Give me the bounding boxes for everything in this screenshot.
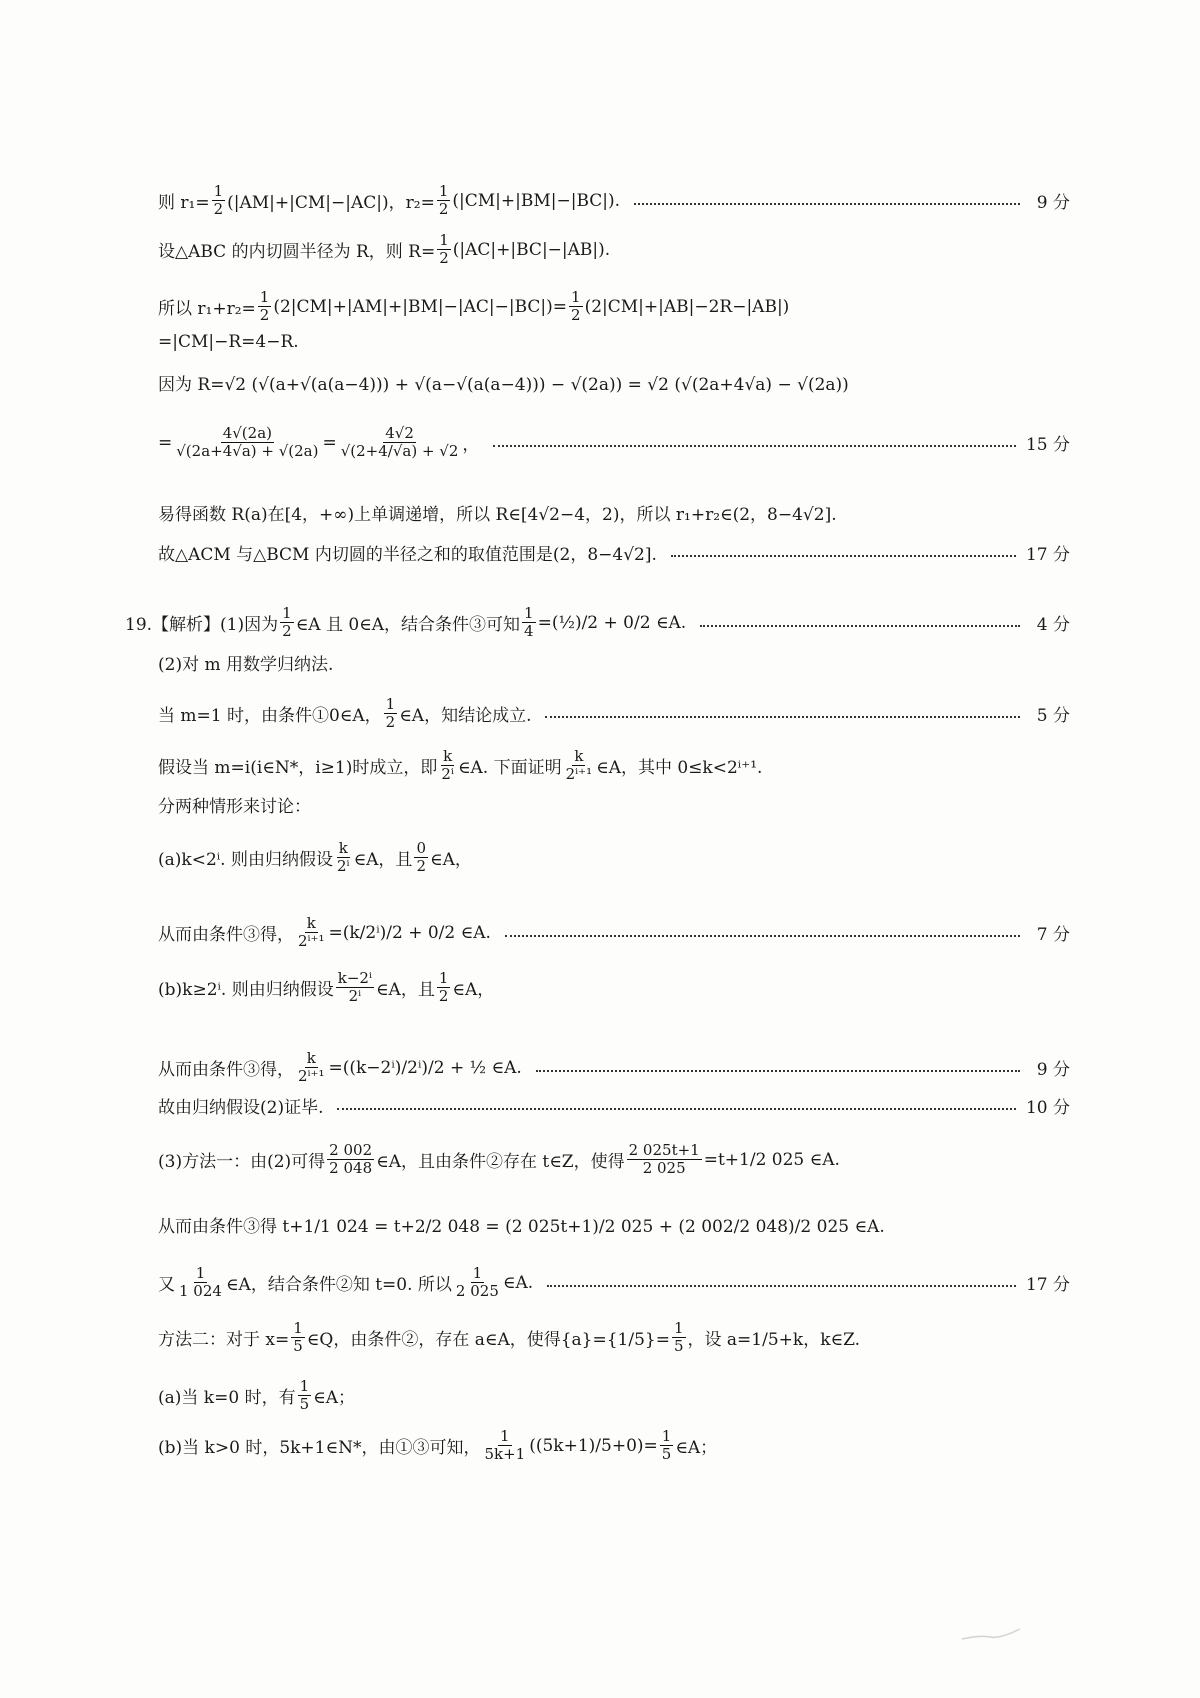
fraction-numerator: 1 xyxy=(661,1427,672,1445)
line-text: 易得函数 R(a)在[4，+∞)上单调递增，所以 R∈[4√2−4，2)，所以 r₁+r₂∈(2，8−4√2]. xyxy=(158,505,837,525)
line-prefix: (a)当 k=0 时，有 xyxy=(158,1388,296,1409)
fraction xyxy=(384,696,398,732)
line-prefix: 设△ABC 的内切圆半径为 R，则 R= xyxy=(158,242,436,263)
fraction-denominator: 1 024 xyxy=(179,1282,222,1301)
text-line xyxy=(158,370,1070,395)
line-middle: (2|CM|+|AM|+|BM|−|AC|−|BC|)= xyxy=(273,296,568,317)
fraction-denominator: 4 xyxy=(524,622,534,641)
fraction-numerator: 1 xyxy=(500,1427,510,1445)
text-line xyxy=(158,792,1070,817)
line-suffix: (|CM|+|BM|−|BC|). xyxy=(452,190,621,211)
line-middle: ∈A，且由条件②存在 t∈Z，使得 xyxy=(376,1152,625,1173)
line-middle: ∈A，结合条件②知 t=0. 所以 xyxy=(225,1275,452,1296)
line-middle: ∈A. 下面证明 xyxy=(457,758,562,779)
fraction-numerator: k xyxy=(306,1049,316,1067)
fraction-numerator: k xyxy=(574,747,584,765)
fraction-denominator: 5 xyxy=(673,1337,684,1356)
line-middle: ∈A 且 0∈A，结合条件③可知 xyxy=(295,615,521,636)
line-suffix: =(½)/2 + 0/2 ∈A. xyxy=(537,612,687,633)
dotted-leader xyxy=(493,445,1016,447)
line-prefix: 从而由条件③得， xyxy=(158,925,294,946)
fraction xyxy=(439,748,456,784)
line-prefix: (1)因为 xyxy=(220,615,279,636)
fraction xyxy=(291,1320,305,1356)
fraction-numerator: 1 xyxy=(439,231,449,249)
line-suffix: ， xyxy=(462,435,480,456)
fraction-numerator: 1 xyxy=(571,288,581,306)
fraction-denominator: 2 048 xyxy=(329,1159,373,1178)
fraction xyxy=(437,970,451,1006)
fraction xyxy=(660,1428,674,1464)
fraction-denominator: 2ⁱ xyxy=(337,857,350,876)
score-marker: 9 分 xyxy=(1036,193,1070,214)
fraction xyxy=(564,748,595,784)
fraction-denominator: 5 xyxy=(661,1445,672,1464)
fraction-denominator: 5k+1 xyxy=(484,1445,526,1464)
fraction-denominator: 2ⁱ xyxy=(441,765,454,784)
text-line xyxy=(158,650,1070,675)
line-prefix: 假设当 m=i(i∈N*，i≥1)时成立，即 xyxy=(158,758,438,779)
text-line xyxy=(158,840,1070,876)
score-marker: 10 分 xyxy=(1025,1098,1070,1118)
line-suffix: ∈A. xyxy=(502,1272,534,1293)
fraction xyxy=(298,1378,312,1414)
fraction-numerator: 1 xyxy=(524,604,534,622)
dotted-leader xyxy=(337,1108,1015,1110)
line-text: 从而由条件③得 t+1/1 024 = t+2/2 048 = (2 025t+1)/2 025 + (2 002/2 048)/2 025 ∈A. xyxy=(158,1217,885,1237)
line-suffix: (|AC|+|BC|−|AB|). xyxy=(452,239,611,260)
dotted-leader xyxy=(547,1285,1016,1287)
line-prefix: 则 r₁= xyxy=(158,193,210,214)
line-prefix: 所以 r₁+r₂= xyxy=(158,299,256,320)
fraction xyxy=(437,183,451,219)
text-line xyxy=(158,1093,1070,1118)
line-middle: ∈A，且 xyxy=(353,850,413,871)
line-middle: ∈Q，由条件②，存在 a∈A，使得{a}={1/5}= xyxy=(306,1330,670,1351)
line-suffix: ，设 a=1/5+k，k∈Z. xyxy=(687,1330,861,1351)
fraction-denominator: 2 xyxy=(439,249,449,268)
text-line xyxy=(125,604,1070,641)
fraction-numerator: 2 025t+1 xyxy=(628,1141,700,1159)
line-suffix: =((k−2ⁱ)/2ⁱ)/2 + ½ ∈A. xyxy=(328,1057,522,1078)
line-middle: ∈A，且 xyxy=(375,980,435,1001)
fraction-denominator: √(2a+4√a) + √(2a) xyxy=(176,442,319,461)
score-marker: 7 分 xyxy=(1036,925,1070,946)
text-line xyxy=(158,1265,1070,1301)
fraction-denominator: 2ⁱ⁺¹ xyxy=(298,1067,325,1086)
dotted-leader xyxy=(505,935,1020,937)
scan-mark xyxy=(960,1625,1030,1643)
line-suffix: ∈A， xyxy=(452,980,495,1001)
fraction-numerator: 1 xyxy=(282,604,292,622)
line-suffix: (2|CM|+|AB|−2R−|AB|) xyxy=(584,296,790,317)
text-line xyxy=(158,748,1070,784)
fraction-numerator: 1 xyxy=(438,182,449,200)
fraction-numerator: 1 xyxy=(673,1319,684,1337)
score-marker: 17 分 xyxy=(1025,545,1070,565)
fraction xyxy=(414,840,428,876)
line-prefix: (3)方法一：由(2)可得 xyxy=(158,1152,326,1173)
fraction-denominator: 5 xyxy=(293,1337,303,1356)
fraction-denominator: 2 xyxy=(438,200,449,219)
text-line xyxy=(158,540,1070,565)
fraction-numerator: 1 xyxy=(293,1319,303,1337)
fraction xyxy=(437,232,451,268)
score-marker: 15 分 xyxy=(1025,435,1070,456)
fraction xyxy=(335,840,352,876)
dotted-leader xyxy=(671,555,1016,557)
fraction xyxy=(296,1050,327,1086)
line-prefix: 又 xyxy=(158,1275,175,1296)
dotted-leader xyxy=(545,716,1020,718)
fraction xyxy=(627,1142,702,1178)
line-middle: = xyxy=(322,432,337,453)
line-text: 故△ACM 与△BCM 内切圆的半径之和的取值范围是(2，8−4√2]. xyxy=(158,545,657,565)
fraction-denominator: 2 xyxy=(259,306,270,325)
fraction xyxy=(482,1428,527,1464)
fraction xyxy=(177,1265,224,1301)
fraction-numerator: 1 xyxy=(438,969,449,987)
fraction-numerator: 4√(2a) xyxy=(222,424,272,442)
fraction xyxy=(336,970,374,1006)
line-suffix: =t+1/2 025 ∈A. xyxy=(703,1149,840,1170)
fraction-denominator: 2 025 xyxy=(455,1282,499,1301)
fraction xyxy=(339,425,461,461)
fraction-denominator: 5 xyxy=(299,1395,310,1414)
text-line xyxy=(158,1142,1070,1178)
fraction-numerator: 1 xyxy=(472,1264,483,1282)
fraction xyxy=(280,605,294,641)
fraction-numerator: 1 xyxy=(259,288,270,306)
score-marker: 5 分 xyxy=(1036,706,1070,727)
text-line xyxy=(158,696,1070,732)
line-suffix: ∈A； xyxy=(675,1438,718,1459)
fraction xyxy=(672,1320,686,1356)
line-prefix: (a)k<2ⁱ. 则由归纳假设 xyxy=(158,850,333,871)
fraction-denominator: √(2+4/√a) + √2 xyxy=(340,442,459,461)
line-suffix: ∈A； xyxy=(313,1388,355,1409)
dotted-leader xyxy=(536,1070,1020,1072)
text-line xyxy=(158,1378,1070,1414)
line-suffix: =(k/2ⁱ)/2 + 0/2 ∈A. xyxy=(328,922,491,943)
fraction-numerator: 1 xyxy=(299,1377,310,1395)
fraction-denominator: 2 025 xyxy=(642,1159,686,1178)
line-text: =|CM|−R=4−R. xyxy=(158,332,299,352)
score-marker: 9 分 xyxy=(1036,1060,1070,1081)
line-suffix: ∈A， xyxy=(429,850,472,871)
fraction xyxy=(569,289,583,325)
fraction-denominator: 2 xyxy=(213,200,224,219)
line-text: (2)对 m 用数学归纳法. xyxy=(158,655,334,675)
line-text: 分两种情形来讨论： xyxy=(158,797,311,817)
dotted-leader xyxy=(634,203,1020,205)
text-line xyxy=(158,232,1070,268)
score-marker: 17 分 xyxy=(1025,1275,1070,1296)
fraction-numerator: k xyxy=(443,747,453,765)
question-number: 19.【解析】 xyxy=(125,615,221,636)
fraction-numerator: 1 xyxy=(213,182,224,200)
fraction-denominator: 2ⁱ xyxy=(348,987,362,1006)
text-line xyxy=(158,1050,1070,1086)
fraction-denominator: 2 xyxy=(385,713,396,732)
line-prefix: 从而由条件③得， xyxy=(158,1060,294,1081)
fraction-denominator: 2 xyxy=(438,987,449,1006)
fraction xyxy=(258,289,272,325)
fraction-numerator: 1 xyxy=(195,1264,206,1282)
line-middle: (|AM|+|CM|−|AC|)，r₂= xyxy=(227,193,435,214)
line-prefix: = xyxy=(158,432,173,453)
fraction-denominator: 2ⁱ⁺¹ xyxy=(298,932,325,951)
fraction-numerator: 1 xyxy=(385,695,396,713)
line-middle: ((5k+1)/5+0)= xyxy=(529,1435,658,1456)
fraction xyxy=(522,605,536,641)
fraction xyxy=(454,1265,501,1301)
fraction-numerator: k xyxy=(338,839,348,857)
fraction-numerator: k xyxy=(306,914,316,932)
fraction xyxy=(327,1142,374,1178)
line-suffix: ∈A，其中 0≤k<2ⁱ⁺¹. xyxy=(596,758,763,779)
text-line xyxy=(158,1212,1070,1237)
text-line xyxy=(158,332,1070,352)
score-marker: 4 分 xyxy=(1036,615,1070,636)
fraction-denominator: 2 xyxy=(416,857,426,876)
fraction-denominator: 2 xyxy=(571,306,581,325)
text-line xyxy=(158,500,1070,525)
line-prefix: (b)当 k>0 时，5k+1∈N*，由①③可知， xyxy=(158,1438,481,1459)
line-text: 故由归纳假设(2)证毕. xyxy=(158,1098,324,1118)
fraction xyxy=(174,425,320,461)
fraction-numerator: 4√2 xyxy=(385,424,414,442)
fraction-numerator: k−2ⁱ xyxy=(337,969,372,987)
text-line xyxy=(158,970,1070,1006)
line-prefix: 方法二：对于 x= xyxy=(158,1330,290,1351)
line-text: 因为 R=√2 (√(a+√(a(a−4))) + √(a−√(a(a−4))) − √(2a)) = √2 (√(2a+4√a) − √(2a)) xyxy=(158,375,849,395)
text-line xyxy=(158,915,1070,951)
text-line xyxy=(158,1428,1070,1464)
fraction-numerator: 0 xyxy=(416,839,426,857)
text-line xyxy=(158,183,1070,219)
text-line xyxy=(158,1320,1070,1356)
fraction xyxy=(212,183,226,219)
text-line xyxy=(158,425,1070,461)
fraction-numerator: 2 002 xyxy=(329,1141,373,1159)
line-prefix: 当 m=1 时，由条件①0∈A， xyxy=(158,706,382,727)
fraction-denominator: 2ⁱ⁺¹ xyxy=(565,765,593,784)
fraction xyxy=(296,915,327,951)
line-suffix: ∈A，知结论成立. xyxy=(399,706,532,727)
text-line xyxy=(158,289,1070,325)
line-prefix: (b)k≥2ⁱ. 则由归纳假设 xyxy=(158,980,334,1001)
fraction-denominator: 2 xyxy=(282,622,292,641)
dotted-leader xyxy=(700,625,1020,627)
